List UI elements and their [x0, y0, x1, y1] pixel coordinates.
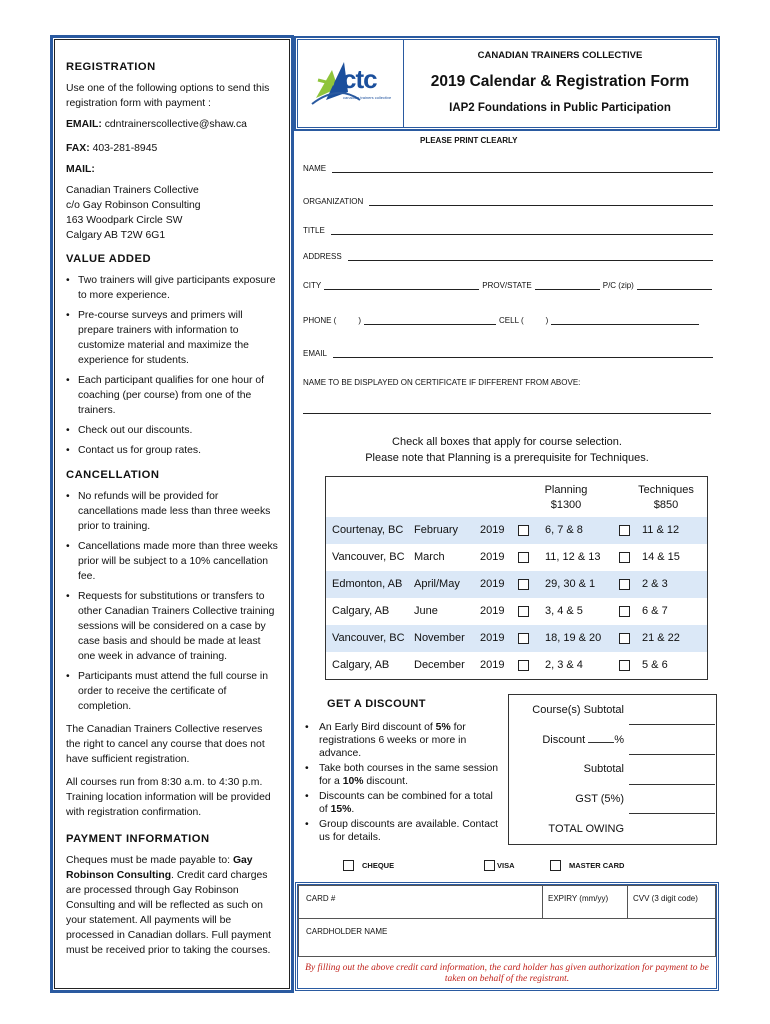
mail-line: Canadian Trainers Collective	[66, 185, 199, 196]
course-year: 2019	[480, 605, 505, 617]
table-row	[326, 652, 707, 679]
mail-line: Calgary AB T2W 6G1	[66, 230, 166, 241]
address-field[interactable]	[303, 252, 713, 261]
email-address: cdntrainerscollective@shaw.ca	[104, 119, 247, 130]
cheque-label: CHEQUE	[362, 861, 395, 870]
gst-line[interactable]	[629, 813, 715, 814]
planning-price: $1300	[550, 499, 582, 511]
course-city: Calgary, AB	[332, 659, 390, 671]
discount-label: Discount	[542, 734, 586, 746]
city-field[interactable]	[303, 281, 715, 290]
gst-label: GST (5%)	[575, 793, 624, 805]
course-city: Courtenay, BC	[332, 524, 404, 536]
table-row	[326, 598, 707, 625]
email-contact	[66, 117, 279, 132]
mail-line: 163 Woodpark Circle SW	[66, 215, 183, 226]
list-item: • Pre-course surveys and primers will prepare trainers with information to customize material and maximize the experience for students.	[66, 308, 279, 368]
mastercard-option[interactable]	[550, 860, 624, 871]
list-item: • Requests for substitutions or transfers to other Canadian Trainers Collective training sessions will be considered on a case by case basis and should be made at least one week in advance of training.	[66, 589, 279, 664]
cell-label: CELL (	[499, 316, 524, 325]
selection-line: Check all boxes that apply for course selection.	[392, 436, 622, 448]
registration-heading: REGISTRATION	[66, 61, 156, 73]
techniques-dates: 5 & 6	[642, 659, 668, 671]
course-city: Edmonton, AB	[332, 578, 403, 590]
logo-subtext: canadian trainers collective	[343, 95, 392, 100]
techniques-dates: 14 & 15	[642, 551, 680, 563]
logo-text: ctc	[342, 64, 377, 94]
pc-zip-line[interactable]	[637, 282, 712, 290]
course-city: Vancouver, BC	[332, 632, 405, 644]
mastercard-checkbox[interactable]	[550, 860, 561, 871]
card-number-field[interactable]	[298, 885, 543, 919]
cardholder-name-label: CARDHOLDER NAME	[306, 927, 388, 936]
prov-state-label: PROV/STATE	[482, 281, 532, 290]
hours-note: All courses run from 8:30 a.m. to 4:30 p.m. Training location information will be provided with registration confirmation.	[66, 777, 271, 818]
planning-dates: 18, 19 & 20	[545, 632, 602, 644]
city-label: CITY	[303, 281, 322, 290]
planning-dates: 6, 7 & 8	[545, 524, 583, 536]
techniques-dates: 11 & 12	[642, 524, 680, 536]
table-row	[326, 517, 707, 544]
certificate-name-line[interactable]	[303, 413, 711, 414]
planning-checkbox[interactable]	[518, 606, 529, 617]
fax-contact	[66, 141, 279, 156]
subtotal-label: Subtotal	[583, 763, 624, 775]
course-city: Calgary, AB	[332, 605, 390, 617]
course-year: 2019	[480, 578, 505, 590]
course-year: 2019	[480, 659, 505, 671]
payment-post: . Credit card charges are processed through Gay Robinson Consulting and will be reflected as such on your statement. All payments will be processed in Canadian dollars. Full payment must be received prior to taking the courses.	[66, 870, 272, 956]
techniques-checkbox[interactable]	[619, 579, 630, 590]
list-item: • Check out our discounts.	[66, 423, 279, 438]
discount-percent-line[interactable]	[588, 733, 614, 743]
planning-label: Planning	[544, 484, 588, 496]
table-row	[326, 625, 707, 652]
visa-option[interactable]	[484, 860, 515, 871]
table-row	[326, 544, 707, 571]
techniques-checkbox[interactable]	[619, 660, 630, 671]
title-field[interactable]	[303, 226, 713, 235]
organization-field[interactable]	[303, 197, 713, 206]
fax-label: FAX:	[66, 143, 90, 154]
planning-dates: 11, 12 & 13	[545, 551, 601, 563]
expiry-label: EXPIRY (mm/yy)	[548, 894, 609, 903]
name-field[interactable]	[303, 164, 713, 173]
value-added-list	[66, 273, 279, 458]
techniques-checkbox[interactable]	[619, 552, 630, 563]
payment-pre: Cheques must be made payable to:	[66, 855, 231, 866]
cell-paren: )	[545, 316, 549, 325]
planning-dates: 2, 3 & 4	[545, 659, 583, 671]
list-item: • Cancellations made more than three weeks prior will be subject to a 10% cancellation fee.	[66, 539, 279, 584]
planning-checkbox[interactable]	[518, 552, 529, 563]
course-month: February	[414, 524, 459, 536]
techniques-checkbox[interactable]	[619, 606, 630, 617]
discount-label-row	[519, 733, 624, 746]
subtotal-line[interactable]	[629, 784, 715, 785]
phone-label: PHONE (	[303, 316, 337, 325]
organization-line[interactable]	[369, 198, 713, 206]
phone-field[interactable]	[303, 316, 713, 325]
planning-checkbox[interactable]	[518, 633, 529, 644]
cheque-option[interactable]	[343, 860, 394, 871]
list-item: • Contact us for group rates.	[66, 443, 279, 458]
course-year: 2019	[480, 551, 505, 563]
planning-checkbox[interactable]	[518, 660, 529, 671]
name-line[interactable]	[332, 165, 713, 173]
ctc-logo	[298, 40, 404, 127]
form-header	[297, 39, 717, 128]
authorization-note: By filling out the above credit card information, the card holder has given authorization for payment to be taken on behalf of the registrant.	[305, 963, 709, 984]
list-item: • Discounts can be combined for a total of 15%.	[303, 790, 503, 816]
course-month: March	[414, 551, 445, 563]
email-label: EMAIL	[303, 349, 328, 358]
list-item: • Each participant qualifies for one hour of coaching (per course) from one of the trainers.	[66, 373, 279, 418]
visa-checkbox[interactable]	[484, 860, 495, 871]
techniques-label: Techniques	[638, 484, 694, 496]
registration-intro: Use one of the following options to send this registration form with payment :	[66, 83, 270, 109]
course-month: April/May	[414, 578, 460, 590]
cell-line[interactable]	[551, 317, 699, 325]
list-item: • Group discounts are available. Contact us for details.	[303, 818, 503, 844]
techniques-dates: 2 & 3	[642, 578, 668, 590]
mail-address	[66, 183, 279, 243]
table-header	[326, 477, 707, 517]
payment-heading: PAYMENT INFORMATION	[66, 833, 210, 845]
cheque-checkbox[interactable]	[343, 860, 354, 871]
techniques-checkbox[interactable]	[619, 525, 630, 536]
sidebar-info-panel	[54, 39, 290, 989]
title-line[interactable]	[331, 227, 713, 235]
organization-label: ORGANIZATION	[303, 197, 364, 206]
mastercard-label: MASTER CARD	[569, 861, 625, 870]
course-schedule-table	[325, 476, 708, 680]
course-month: November	[414, 632, 465, 644]
courses-subtotal-label: Course(s) Subtotal	[532, 704, 624, 716]
table-row	[326, 571, 707, 598]
cancellation-heading: CANCELLATION	[66, 469, 160, 481]
techniques-checkbox[interactable]	[619, 633, 630, 644]
card-number-label: CARD #	[306, 894, 336, 903]
selection-line: Please note that Planning is a prerequisite for Techniques.	[365, 452, 649, 464]
planning-header	[531, 483, 601, 513]
cardholder-name-field[interactable]	[298, 918, 716, 957]
title-label: TITLE	[303, 226, 325, 235]
page-subtitle: IAP2 Foundations in Public Participation	[449, 102, 671, 114]
expiry-field[interactable]	[542, 885, 628, 919]
email-field[interactable]	[303, 349, 713, 358]
phone-line[interactable]	[364, 317, 496, 325]
selection-instructions	[303, 434, 711, 466]
email-label: EMAIL:	[66, 119, 102, 130]
planning-checkbox[interactable]	[518, 525, 529, 536]
address-label: ADDRESS	[303, 252, 342, 261]
print-clearly-note: PLEASE PRINT CLEARLY	[420, 136, 518, 145]
courses-subtotal-line[interactable]	[629, 724, 715, 725]
email-line[interactable]	[333, 350, 713, 358]
value-added-heading: VALUE ADDED	[66, 253, 152, 265]
discount-percent-sign: %	[614, 734, 624, 746]
course-year: 2019	[480, 524, 505, 536]
discount-heading: GET A DISCOUNT	[327, 698, 426, 710]
prov-state-line[interactable]	[535, 282, 600, 290]
techniques-header	[626, 483, 706, 513]
techniques-dates: 21 & 22	[642, 632, 680, 644]
cvv-label: CVV (3 digit code)	[633, 894, 698, 903]
pc-zip-label: P/C (zip)	[602, 281, 634, 290]
planning-dates: 29, 30 & 1	[545, 578, 596, 590]
list-item: • Take both courses in the same session for a 10% discount.	[303, 762, 503, 788]
list-item: • No refunds will be provided for cancellations made less than three weeks prior to training.	[66, 489, 279, 534]
visa-label: VISA	[497, 861, 515, 870]
totals-box	[508, 694, 717, 845]
list-item: • An Early Bird discount of 5% for registrations 6 weeks or more in advance.	[303, 721, 503, 760]
name-label: NAME	[303, 164, 327, 173]
phone-paren: )	[358, 316, 362, 325]
org-name: CANADIAN TRAINERS COLLECTIVE	[477, 50, 643, 61]
list-item: • Two trainers will give participants exposure to more experience.	[66, 273, 279, 303]
credit-card-box	[297, 884, 717, 989]
mail-line: c/o Gay Robinson Consulting	[66, 200, 201, 211]
certificate-name-note: NAME TO BE DISPLAYED ON CERTIFICATE IF DIFFERENT FROM ABOVE:	[303, 378, 581, 387]
planning-checkbox[interactable]	[518, 579, 529, 590]
techniques-price: $850	[653, 499, 679, 511]
city-line[interactable]	[324, 282, 479, 290]
mail-label: MAIL:	[66, 164, 95, 175]
cvv-field[interactable]	[627, 885, 716, 919]
discount-list	[303, 721, 503, 844]
cancellation-list	[66, 489, 279, 714]
discount-section	[303, 698, 503, 846]
address-line[interactable]	[348, 253, 713, 261]
planning-dates: 3, 4 & 5	[545, 605, 583, 617]
course-city: Vancouver, BC	[332, 551, 405, 563]
page-title: 2019 Calendar & Registration Form	[430, 73, 690, 90]
list-item: • Participants must attend the full course in order to receive the certificate of completion.	[66, 669, 279, 714]
fax-number: 403-281-8945	[92, 143, 158, 154]
payment-info	[66, 853, 279, 958]
total-owing-label: TOTAL OWING	[548, 823, 624, 835]
reserve-note: The Canadian Trainers Collective reserves the right to cancel any course that does not have sufficient registration.	[66, 724, 265, 765]
discount-line[interactable]	[629, 754, 715, 755]
course-month: June	[414, 605, 438, 617]
course-month: December	[414, 659, 465, 671]
payment-payee: Gay Robinson Consulting	[66, 855, 253, 881]
techniques-dates: 6 & 7	[642, 605, 668, 617]
course-year: 2019	[480, 632, 505, 644]
